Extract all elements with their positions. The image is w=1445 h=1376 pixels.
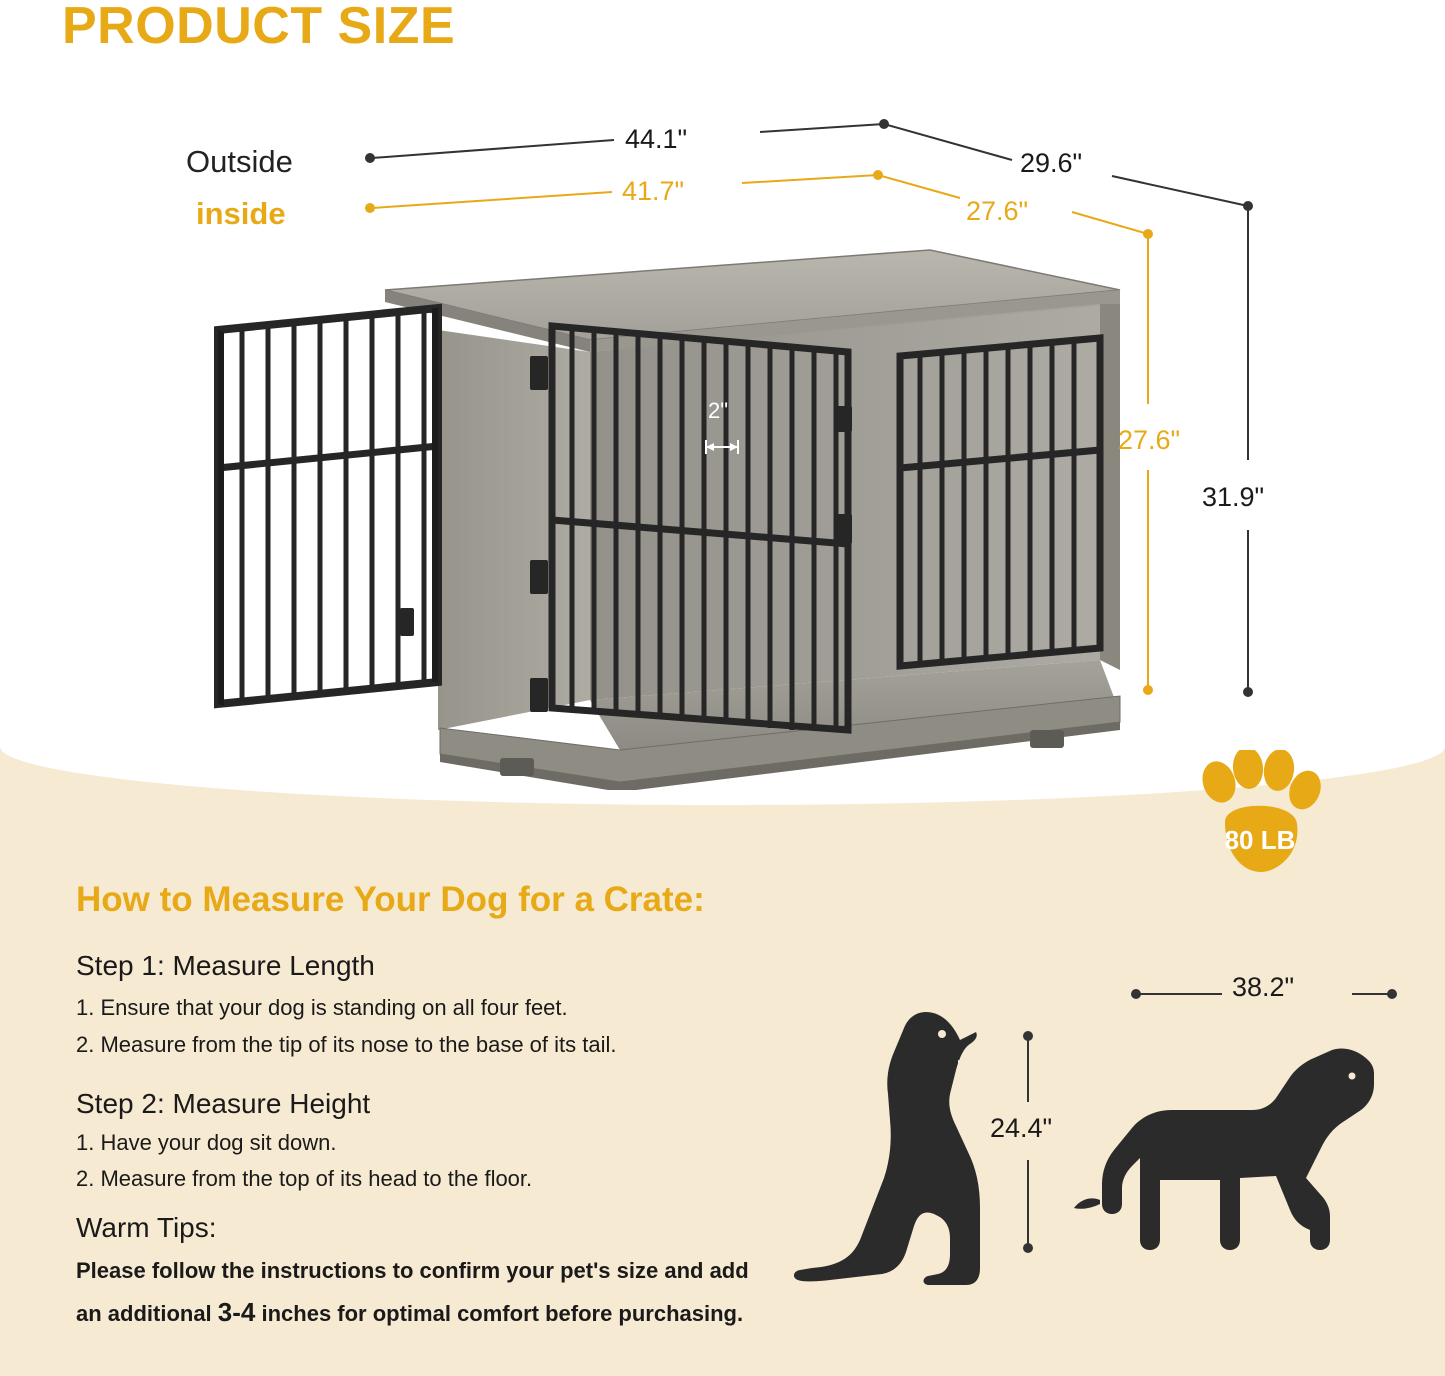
step1-line1: 1. Ensure that your dog is standing on all four feet. (76, 995, 568, 1020)
dog-silhouettes (790, 1000, 1410, 1300)
step2-heading: Step 2: Measure Height (76, 1088, 371, 1119)
paw-icon (1185, 750, 1335, 885)
step1-line2: 2. Measure from the tip of its nose to the base of its tail. (76, 1032, 617, 1057)
warm-tips-line1: Please follow the instructions to confirm your pet's size and add (76, 1258, 749, 1283)
warm-tips-heading: Warm Tips: (76, 1212, 217, 1243)
warm-tips-line2-pre: an additional (76, 1301, 218, 1326)
dim-outside-width: 44.1" (625, 124, 688, 154)
legend-inside-label: inside (196, 196, 286, 231)
sitting-dog-icon (794, 1012, 980, 1285)
dim-outside-depth: 29.6" (1020, 148, 1083, 178)
dog-height-dim: 24.4" (990, 1113, 1053, 1143)
dog-svg (790, 1000, 1410, 1300)
step2-line2: 2. Measure from the top of its head to the floor. (76, 1166, 533, 1191)
standing-dog-icon (1074, 1048, 1374, 1250)
dim-inside-width: 41.7" (622, 176, 685, 206)
dim-outside-height: 31.9" (1202, 482, 1265, 512)
page-title: PRODUCT SIZE (62, 0, 456, 55)
dim-bar-spacing: 2" (708, 398, 729, 423)
howto-title: How to Measure Your Dog for a Crate: (76, 880, 705, 919)
crate-illustration (200, 230, 1160, 790)
warm-tips-extra-inches: 3-4 (217, 1297, 256, 1327)
warm-tips-line2 (76, 1297, 743, 1328)
dog-length-dim: 38.2" (1232, 972, 1295, 1002)
crate-svg (200, 230, 1160, 790)
dim-inside-height: 27.6" (1118, 425, 1181, 455)
step1-heading: Step 1: Measure Length (76, 950, 375, 981)
open-door (218, 308, 438, 706)
weight-capacity-label: 80 LB (1224, 825, 1296, 855)
weight-capacity-badge (1185, 750, 1335, 885)
dim-inside-depth: 27.6" (966, 196, 1029, 226)
warm-tips-line2-post: inches for optimal comfort before purchasing. (255, 1301, 744, 1326)
legend-outside-label: Outside (186, 144, 293, 179)
step2-line1: 1. Have your dog sit down. (76, 1130, 337, 1155)
